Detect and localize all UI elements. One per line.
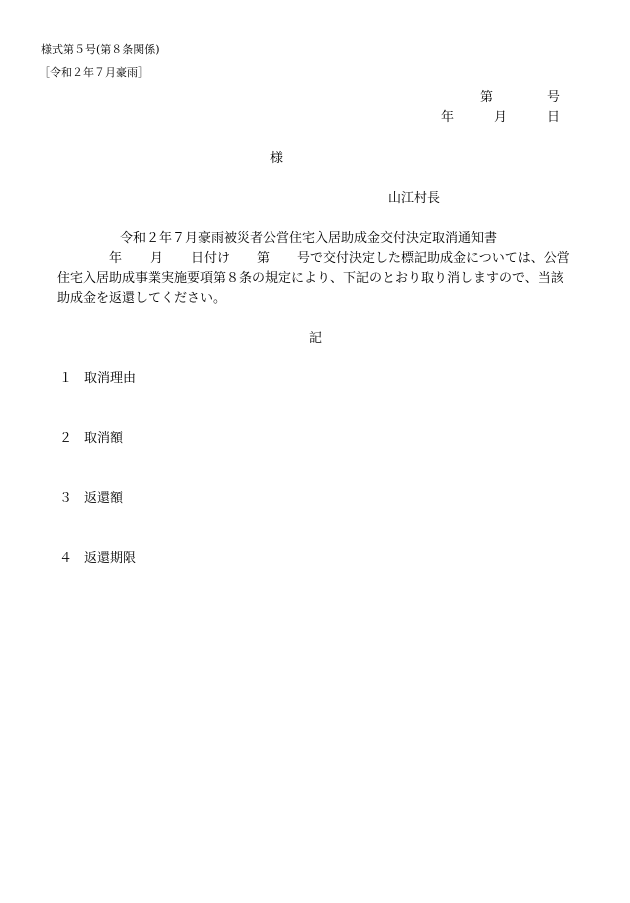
doc-number-suffix: 号 [547,90,561,105]
item-number: ４ [59,551,73,566]
date-month: 月 [494,110,508,125]
ref-day: 日付け [191,251,231,266]
form-subtitle: ［令和２年７月豪雨］ [39,66,149,79]
body-line2: 住宅入居助成事業実施要項第８条の規定により、下記のとおり取り消しますので、当該 [57,271,564,286]
date-day: 日 [547,110,561,125]
date-year: 年 [441,110,455,125]
doc-number-prefix: 第 [480,90,494,105]
item-label: 取消額 [84,431,124,446]
ref-month: 月 [150,251,164,266]
ki-heading: 記 [309,331,323,346]
document-title: 令和２年７月豪雨被災者公営住宅入居助成金交付決定取消通知書 [120,231,498,246]
body-line3: 助成金を返還してください。 [57,291,227,306]
body-line1: 号で交付決定した標記助成金については、公営 [297,251,570,266]
item-label: 返還額 [84,491,124,506]
item-number: １ [59,371,73,386]
item-label: 返還期限 [84,551,137,566]
item-number: ３ [59,491,73,506]
form-label: 様式第５号(第８条関係) [41,43,160,56]
addressee-honorific: 様 [270,151,284,166]
ref-year: 年 [109,251,123,266]
sender-name: 山江村長 [388,191,441,206]
ref-number-prefix: 第 [257,251,271,266]
item-label: 取消理由 [84,371,137,386]
item-number: ２ [59,431,73,446]
